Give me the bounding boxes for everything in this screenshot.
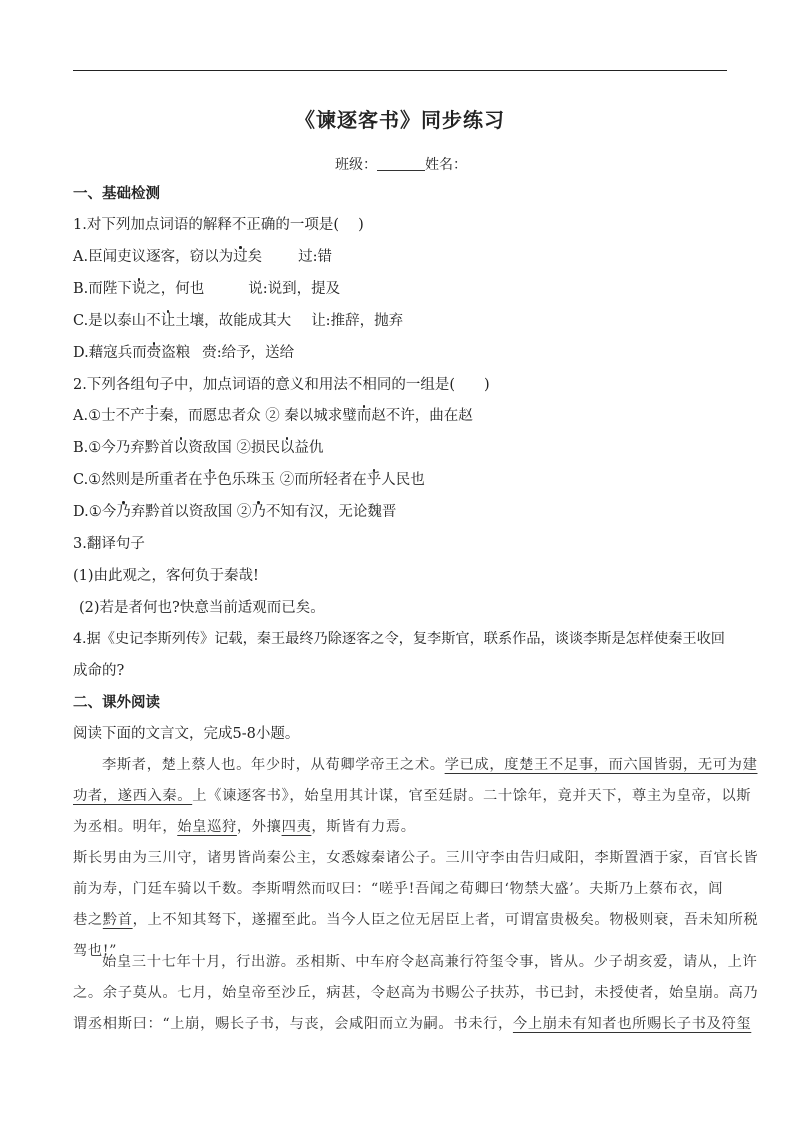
q2-option-d: D.①今乃弃黔首以资敌国 ②乃不知有汉，无论魏晋 — [73, 504, 397, 520]
q2-option-c: C.①然则是所重者在乎色乐珠玉 ②而所轻者在乎人民也 — [73, 472, 425, 488]
q4-line-1: 4.据《史记李斯列传》记载，秦王最终乃除逐客之令，复李斯官，联系作品，谈谈李斯是怎样使秦王收回 — [73, 631, 725, 647]
q3-sentence-2: (2)若是者何也?快意当前适观而已矣。 — [79, 600, 325, 616]
section-basic-heading: 一、基础检测 — [73, 186, 160, 202]
dotted-word: 过 — [233, 249, 248, 265]
q1-option-b: B.而陛下说之，何也 说:说到，提及 — [73, 281, 341, 297]
q3-stem: 3.翻译句子 — [73, 536, 145, 552]
class-blank[interactable] — [377, 156, 425, 171]
header-rule — [73, 70, 727, 71]
q2-stem: 2.下列各组句子中，加点词语的意义和用法不相同的一组是( ) — [73, 377, 490, 393]
dotted-word: 乎 — [366, 472, 382, 488]
dotted-word: 以 — [173, 440, 189, 456]
dotted-word: 乃 — [116, 504, 131, 520]
q1-option-a: A.臣闻吏议逐客，窃以为过矣 过:错 — [73, 249, 332, 265]
underlined-word: 黔首 — [102, 912, 133, 928]
class-label: 班级： — [335, 157, 377, 173]
q1-option-d: D.藉寇兵而赍盗粮 赍:给予，送给 — [73, 345, 295, 361]
dotted-word: 乃 — [251, 504, 266, 520]
dotted-word: 乎 — [202, 472, 218, 488]
passage-paragraph-3: 始皇三十七年十月，行出游。丞相斯、中车府令赵高兼行符玺令事，皆从。少子胡亥爱，请从，上许 之。余子莫从。七月，始皇帝至沙丘，病甚，令赵高为书赐公子扶苏，书已封，未授使者，始皇崩。高乃 谓丞相斯曰：“上崩，赐长子书，与丧，会咸阳而立为嗣。书未行，今上崩未有知者也所赐长子书及符玺 — [73, 954, 759, 1032]
dotted-word: 说 — [131, 281, 147, 297]
dotted-word: 而 — [356, 408, 372, 424]
passage-paragraph-2: 斯长男由为三川守，诸男皆尚秦公主，女悉嫁秦诸公子。三川守李由告归咸阳，李斯置酒于家，百官长皆 前为寿，门廷车骑以千数。李斯喟然而叹曰：“嗟乎!吾闻之荀卿曰‘物禁大盛’。夫斯乃上蔡布衣，闾 巷之黔首，上不知其驽下，遂擢至此。当今人臣之位无居臣上者，可谓富贵极矣。物极则衰，吾未知所税 驾也!” — [73, 850, 759, 959]
q4-line-2: 成命的? — [73, 663, 125, 679]
underlined-sentence: 功者，遂西入秦。 — [73, 788, 193, 804]
name-label: 姓名： — [425, 157, 467, 173]
underlined-sentence: 学已成，度楚王不足事，而六国皆弱，无可为建 — [444, 757, 758, 773]
dotted-word: 于 — [144, 408, 160, 424]
dotted-word: 以 — [279, 440, 295, 456]
passage-paragraph-1: 李斯者，楚上蔡人也。年少时，从荀卿学帝王之术。学已成，度楚王不足事，而六国皆弱，无可为建 功者，遂西入秦。上《谏逐客书》，始皇用其计谋，官至廷尉。二十馀年，竟并天下，尊主为皇帝，以斯 为丞相。明年，始皇巡狩，外攘四夷，斯皆有力焉。 — [73, 757, 758, 835]
q3-sentence-1: (1)由此观之，客何负于秦哉! — [73, 568, 259, 584]
underlined-word: 始皇巡狩 — [177, 819, 237, 835]
class-name-line — [335, 154, 467, 174]
q1-stem: 1.对下列加点词语的解释不正确的一项是( ) — [73, 217, 364, 233]
q2-option-b: B.①今乃弃黔首以资敌国 ②损民以益仇 — [73, 440, 324, 456]
q2-option-a: A.①士不产于秦，而愿忠者众 ② 秦以城求璧而赵不许，曲在赵 — [73, 408, 473, 424]
underlined-sentence: 今上崩未有知者也所赐长子书及符玺 — [512, 1016, 752, 1032]
dotted-word: 让 — [160, 313, 176, 329]
section-reading-heading: 二、课外阅读 — [73, 695, 160, 711]
underlined-word: 四夷 — [281, 819, 312, 835]
reading-intro: 阅读下面的文言文，完成5-8小题。 — [73, 726, 300, 742]
dotted-word: 赍 — [146, 345, 162, 361]
q1-option-c: C.是以泰山不让土壤，故能成其大 让:推辞，抛弃 — [73, 313, 404, 329]
page-title: 《谏逐客书》同步练习 — [295, 108, 505, 132]
